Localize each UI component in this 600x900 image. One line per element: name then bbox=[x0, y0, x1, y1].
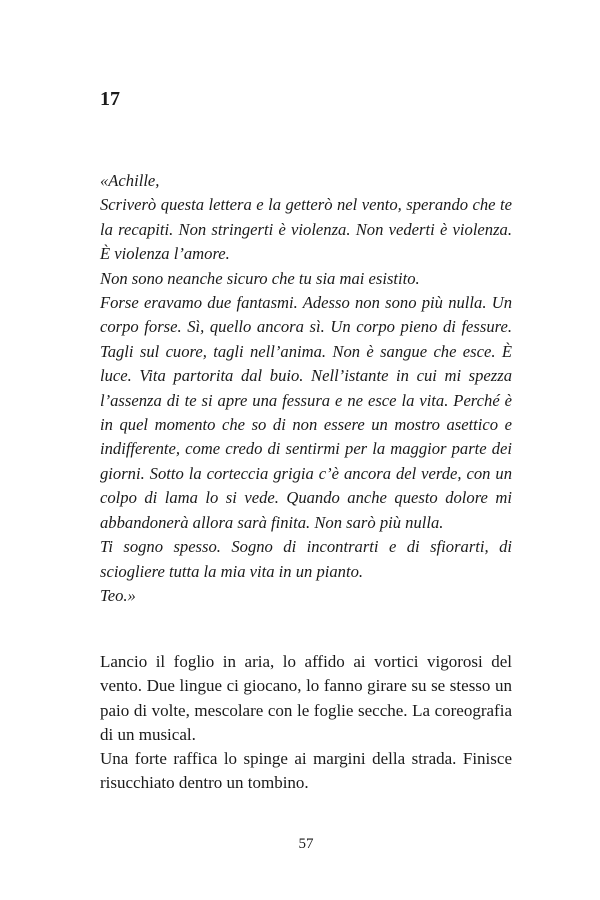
narrative-paragraph: Lancio il foglio in aria, lo affido ai vortici vigorosi del vento. Due lingue ci giocano, lo fanno girare su se stesso un paio di volte, mescolare con le foglie secche. La coreografia di un musical. bbox=[100, 652, 512, 744]
chapter-number: 17 bbox=[100, 88, 120, 110]
narrative-paragraph: Una forte raffica lo spinge ai margini della strada. Finisce risucchiato dentro un tombino. bbox=[100, 749, 512, 793]
letter-paragraph: Non sono neanche sicuro che tu sia mai esistito. bbox=[100, 268, 420, 288]
letter-text bbox=[100, 169, 512, 608]
letter-paragraph: Scriverò questa lettera e la getterò nel vento, sperando che te la recapiti. Non stringerti è violenza. Non vederti è violenza. È violenza l’amore. bbox=[100, 195, 512, 264]
letter-salutation: «Achille, bbox=[100, 171, 160, 190]
letter-paragraph: Ti sogno spesso. Sogno di incontrarti e di sfiorarti, di sciogliere tutta la mia vita in un pianto. bbox=[100, 537, 512, 581]
letter-paragraph: Forse eravamo due fantasmi. Adesso non sono più nulla. Un corpo forse. Sì, quello ancora sì. Un corpo pieno di fessure. Tagli sul cuore, tagli nell’anima. Non è sangue che esce. È luce. Vita partorita dal buio. Nell’istante in cui mi spezza l’assenza di te si apre una fessura e ne esce la vita. Perché è in quel momento che so di non essere un mostro asettico e indifferente, come credo di sentirmi per la maggior parte dei giorni. Sotto la corteccia grigia c’è ancora del verde, con un colpo di lama lo si vede. Quando anche questo dolore mi abbandonerà allora sarà finita. Non sarò più nulla. bbox=[100, 293, 512, 532]
letter-signature: Teo.» bbox=[100, 585, 136, 605]
narrative-text bbox=[100, 650, 512, 796]
page-number: 57 bbox=[298, 836, 314, 852]
